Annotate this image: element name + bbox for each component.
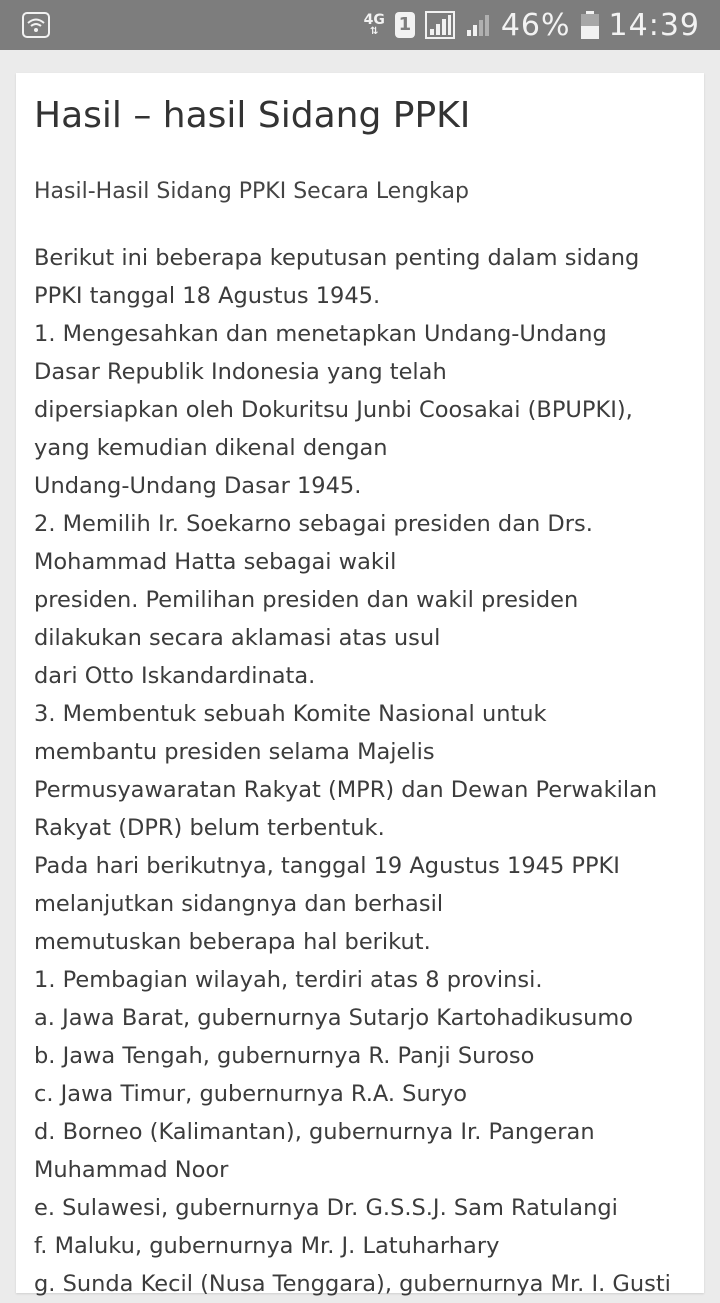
article-body-line: 2. Memilih Ir. Soekarno sebagai presiden dan Drs. (34, 511, 593, 537)
battery-icon (581, 11, 599, 39)
article-body-line: Rakyat (DPR) belum terbentuk. (34, 815, 385, 841)
network-type-label: 4G (363, 12, 385, 28)
article-body (34, 239, 694, 1303)
network-activity-icon: ⇅ (370, 26, 379, 37)
status-bar (0, 0, 720, 50)
article-card (16, 73, 704, 1297)
article-body-line: dari Otto Iskandardinata. (34, 663, 316, 689)
article-body-line: 3. Membentuk sebuah Komite Nasional untuk (34, 701, 547, 727)
article-body-line: melanjutkan sidangnya dan berhasil (34, 891, 444, 917)
article-subtitle: Hasil-Hasil Sidang PPKI Secara Lengkap (34, 179, 469, 204)
sim-slot-badge: 1 (395, 12, 415, 38)
wifi-icon (22, 12, 50, 38)
article-body-line: f. Maluku, gubernurnya Mr. J. Latuharhary (34, 1233, 500, 1259)
article-body-line: c. Jawa Timur, gubernurnya R.A. Suryo (34, 1081, 468, 1107)
article-body-line: dilakukan secara aklamasi atas usul (34, 625, 441, 651)
signal-strength-icon (425, 11, 455, 39)
article-body-line: b. Jawa Tengah, gubernurnya R. Panji Suroso (34, 1043, 535, 1069)
article-body-line: Berikut ini beberapa keputusan penting dalam sidang (34, 245, 640, 271)
article-body-line: Muhammad Noor (34, 1157, 229, 1183)
article-body-line: Mohammad Hatta sebagai wakil (34, 549, 397, 575)
signal-strength-secondary-icon (465, 12, 491, 38)
article-body-line: a. Jawa Barat, gubernurnya Sutarjo Kartohadikusumo (34, 1005, 634, 1031)
article-body-line: Permusyawaratan Rakyat (MPR) dan Dewan Perwakilan (34, 777, 658, 803)
article-body-line: yang kemudian dikenal dengan (34, 435, 388, 461)
article-body-line: membantu presiden selama Majelis (34, 739, 435, 765)
article-body-line: 1. Pembagian wilayah, terdiri atas 8 provinsi. (34, 967, 543, 993)
article-body-line: Pada hari berikutnya, tanggal 19 Agustus 1945 PPKI (34, 853, 620, 879)
article-body-line: Undang-Undang Dasar 1945. (34, 473, 362, 499)
article-body-line: dipersiapkan oleh Dokuritsu Junbi Coosakai (BPUPKI), (34, 397, 633, 423)
article-body-line: Dasar Republik Indonesia yang telah (34, 359, 447, 385)
battery-percent: 46% (500, 7, 571, 43)
network-type-indicator (364, 13, 385, 37)
clock: 14:39 (608, 7, 700, 43)
article-body-line: d. Borneo (Kalimantan), gubernurnya Ir. Pangeran (34, 1119, 595, 1145)
article-body-line: e. Sulawesi, gubernurnya Dr. G.S.S.J. Sam Ratulangi (34, 1195, 618, 1221)
article-title: Hasil – hasil Sidang PPKI (34, 95, 471, 136)
article-body-line: 1. Mengesahkan dan menetapkan Undang-Undang (34, 321, 607, 347)
article-body-line: memutuskan beberapa hal berikut. (34, 929, 431, 955)
article-body-line: presiden. Pemilihan presiden dan wakil presiden (34, 587, 579, 613)
article-body-line: g. Sunda Kecil (Nusa Tenggara), gubernurnya Mr. I. Gusti (34, 1271, 671, 1297)
article-body-line: PPKI tanggal 18 Agustus 1945. (34, 283, 381, 309)
